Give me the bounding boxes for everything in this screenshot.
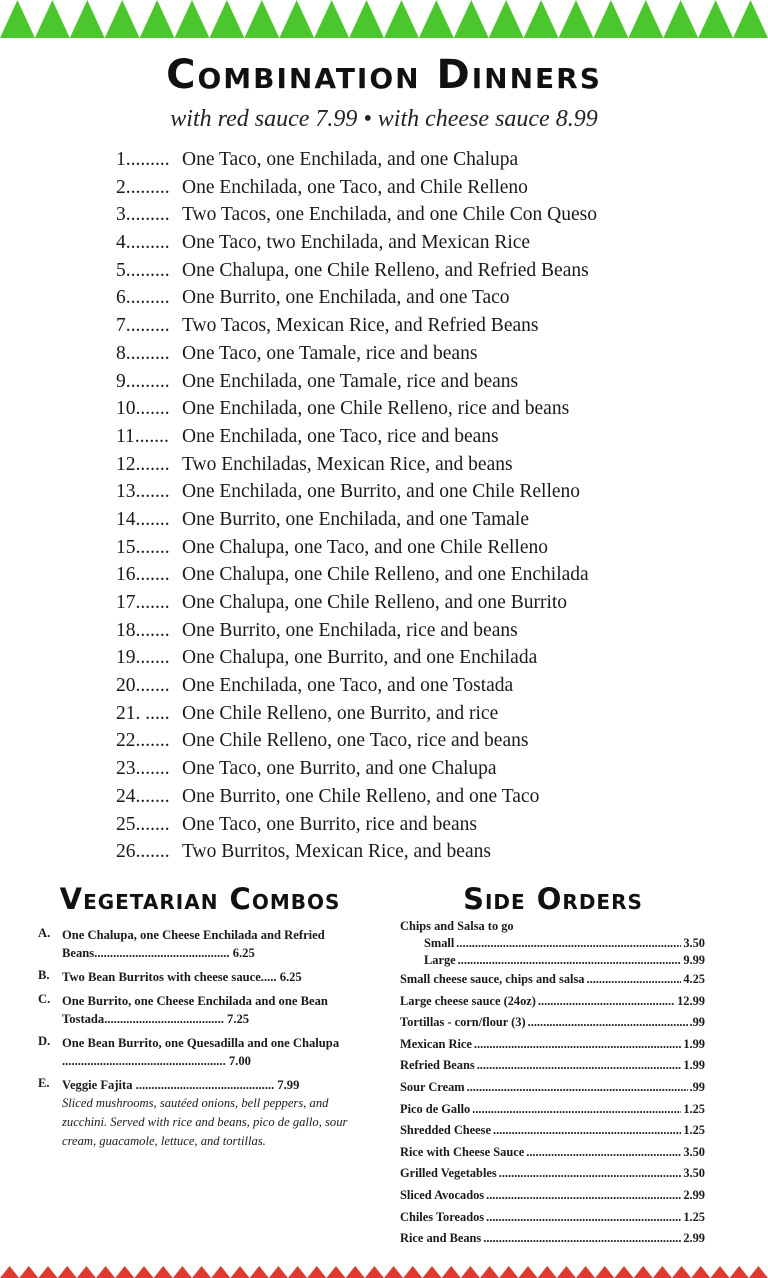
side-order-item [400, 1034, 705, 1056]
combo-item [116, 561, 736, 589]
combo-item [116, 727, 736, 755]
combo-description: One Enchilada, one Taco, rice and beans [182, 425, 499, 447]
vegetarian-item [38, 1034, 348, 1070]
side-order-item [400, 1012, 705, 1034]
dot-leader [477, 1055, 682, 1077]
combo-item [116, 506, 736, 534]
side-order-price: 9.99 [683, 953, 705, 967]
combo-number: 24....... [116, 785, 170, 807]
combo-item [116, 284, 736, 312]
side-order-label: Large cheese sauce (24oz) [400, 993, 536, 1008]
side-order-label: Mexican Rice [400, 1036, 472, 1051]
side-order-price: 1.25 [683, 1209, 705, 1224]
combo-number: 7......... [116, 315, 170, 337]
item-name-price: Two Bean Burritos with cheese sauce..... 6.25 [62, 970, 302, 984]
side-order-label: Shredded Cheese [400, 1123, 491, 1138]
combo-description: Two Enchiladas, Mexican Rice, and beans [182, 453, 513, 475]
combo-item [116, 838, 736, 866]
side-order-item [400, 1099, 705, 1121]
page-title: Combination Dinners [166, 52, 602, 98]
combo-description: One Chalupa, one Burrito, and one Enchilada [182, 647, 538, 669]
combo-number: 17....... [116, 592, 170, 613]
dot-leader [526, 1142, 681, 1164]
combo-description: One Enchilada, one Burrito, and one Chile Relleno [182, 481, 581, 503]
side-order-item [400, 952, 705, 969]
combo-number: 12....... [116, 453, 170, 475]
side-order-label: Sliced Avocados [400, 1187, 485, 1202]
side-order-label: Rice with Cheese Sauce [400, 1144, 525, 1159]
side-order-label: Small [424, 936, 455, 950]
combo-description: Two Tacos, Mexican Rice, and Refried Beans [182, 315, 539, 337]
vegetarian-item [38, 1076, 348, 1151]
combo-description: One Taco, one Enchilada, and one Chalupa [182, 149, 519, 170]
combo-item [116, 478, 736, 506]
combo-description: One Burrito, one Enchilada, and one Tamale [182, 508, 529, 530]
side-order-price: 4.25 [683, 972, 705, 986]
side-order-price: .99 [689, 1079, 705, 1094]
side-order-price: .99 [689, 1015, 705, 1030]
combo-description: One Burrito, one Enchilada, and one Taco [182, 287, 510, 309]
combo-number: 3......... [116, 204, 170, 226]
combo-item [116, 700, 736, 728]
combo-description: One Chalupa, one Chile Relleno, and Refried Beans [182, 259, 589, 281]
vegetarian-item [38, 968, 348, 986]
combo-number: 9......... [116, 370, 170, 392]
item-letter: A. [38, 926, 51, 940]
dot-leader [499, 1163, 682, 1185]
dot-leader [483, 1228, 681, 1250]
side-order-label: Sour Cream [400, 1079, 465, 1094]
dot-leader [486, 1185, 681, 1207]
combo-description: One Taco, one Tamale, rice and beans [182, 342, 478, 364]
combo-number: 16....... [116, 564, 170, 586]
combo-item [116, 811, 736, 839]
combo-item [116, 589, 736, 617]
combo-number: 19....... [116, 647, 170, 669]
combo-item [116, 451, 736, 479]
side-orders-list [400, 918, 705, 1250]
combo-item [116, 312, 736, 340]
side-order-label: Tortillas - corn/flour (3) [400, 1015, 526, 1030]
combo-number: 18....... [116, 619, 170, 641]
side-order-item [400, 1077, 705, 1099]
combo-description: One Chalupa, one Chile Relleno, and one Burrito [182, 592, 568, 613]
combo-number: 4......... [116, 232, 170, 254]
side-order-item [400, 1120, 705, 1142]
combo-item [116, 672, 736, 700]
dot-leader [587, 969, 682, 991]
item-letter: E. [38, 1076, 50, 1090]
item-name-price: Veggie Fajita ............................................ 7.99 [62, 1078, 300, 1092]
side-order-item [400, 935, 705, 952]
vegetarian-heading: Vegetarian Combos [59, 882, 341, 916]
combo-item [116, 257, 736, 285]
combo-description: One Burrito, one Enchilada, rice and beans [182, 619, 518, 641]
combo-description: One Taco, one Burrito, rice and beans [182, 813, 478, 835]
item-name-price: One Bean Burrito, one Quesadilla and one Chalupa .................................................... 7.00 [62, 1036, 340, 1068]
side-order-item [400, 969, 705, 991]
dot-leader [538, 991, 675, 1013]
dot-leader [493, 1120, 681, 1142]
item-description: Sliced mushrooms, sautéed onions, bell peppers, and zucchini. Served with rice and beans, pico de gallo, sour cream, guacamole, lettuce, and tortillas. [62, 1096, 348, 1148]
combo-number: 20....... [116, 675, 170, 697]
side-order-item [400, 1055, 705, 1077]
zigzag-border-bottom [0, 1266, 768, 1278]
dot-leader [486, 1207, 681, 1229]
combo-description: One Chalupa, one Chile Relleno, and one Enchilada [182, 564, 589, 586]
side-order-label: Large [424, 953, 456, 967]
combo-description: One Enchilada, one Tamale, rice and beans [182, 370, 519, 392]
side-order-price: 1.25 [683, 1123, 705, 1138]
combo-description: One Taco, one Burrito, and one Chalupa [182, 758, 497, 780]
side-order-price: 2.99 [683, 1231, 705, 1246]
side-order-price: 1.25 [683, 1101, 705, 1116]
side-order-price: 12.99 [677, 993, 705, 1008]
dot-leader [472, 1099, 681, 1121]
combo-description: Two Tacos, one Enchilada, and one Chile Con Queso [182, 204, 597, 226]
side-order-label: Chiles Toreados [400, 1209, 485, 1224]
side-order-item [400, 1163, 705, 1185]
side-order-label: Grilled Vegetables [400, 1166, 497, 1181]
item-letter: B. [38, 968, 50, 982]
side-order-item [400, 1185, 705, 1207]
combo-number: 14....... [116, 508, 170, 530]
side-order-label: Small cheese sauce, chips and salsa [400, 972, 585, 986]
side-order-price: 3.50 [683, 1166, 705, 1181]
combo-item [116, 783, 736, 811]
combo-number: 8......... [116, 342, 170, 364]
price-subtitle: with red sauce 7.99 • with cheese sauce 8.99 [170, 106, 598, 132]
item-name-price: One Chalupa, one Cheese Enchilada and Refried Beans........................................... 6.25 [62, 928, 325, 960]
dot-leader [528, 1012, 688, 1034]
combo-item [116, 340, 736, 368]
vegetarian-list [38, 926, 348, 1157]
side-order-item [400, 1228, 705, 1250]
zigzag-border-top [0, 0, 768, 38]
dot-leader [456, 935, 681, 952]
combo-number: 21. ..... [116, 702, 170, 724]
combo-item [116, 368, 736, 396]
combo-number: 6......... [116, 287, 170, 309]
combo-description: One Enchilada, one Chile Relleno, rice and beans [182, 398, 570, 420]
combo-number: 1......... [116, 149, 170, 170]
combo-description: One Enchilada, one Taco, and Chile Relleno [182, 176, 528, 198]
side-order-item [400, 991, 705, 1013]
combo-number: 22....... [116, 730, 170, 752]
combo-item [116, 395, 736, 423]
dot-leader [467, 1077, 688, 1099]
combo-item [116, 755, 736, 783]
side-order-item [400, 1207, 705, 1229]
side-order-label: Rice and Beans [400, 1231, 482, 1246]
combo-description: Two Burritos, Mexican Rice, and beans [182, 841, 491, 863]
combo-description: One Chalupa, one Taco, and one Chile Relleno [182, 536, 548, 558]
combo-number: 5......... [116, 259, 170, 281]
side-order-price: 1.99 [683, 1058, 705, 1073]
side-order-price: 3.50 [683, 936, 705, 950]
combo-number: 13....... [116, 481, 170, 503]
combo-description: One Chile Relleno, one Burrito, and rice [182, 702, 499, 724]
combo-number: 15....... [116, 536, 170, 558]
combo-item [116, 534, 736, 562]
combo-number: 26....... [116, 841, 170, 863]
combo-description: One Taco, two Enchilada, and Mexican Rice [182, 232, 531, 254]
side-order-item [400, 918, 705, 935]
item-letter: C. [38, 992, 51, 1006]
side-order-price: 3.50 [683, 1144, 705, 1159]
vegetarian-item [38, 926, 348, 962]
combo-description: One Burrito, one Chile Relleno, and one Taco [182, 785, 540, 807]
combo-description: One Enchilada, one Taco, and one Tostada [182, 675, 514, 697]
combo-item [116, 644, 736, 672]
combo-number: 25....... [116, 813, 170, 835]
combo-number: 10....... [116, 398, 170, 420]
dot-leader [474, 1034, 681, 1056]
combo-description: One Chile Relleno, one Taco, rice and beans [182, 730, 529, 752]
combo-number: 2......... [116, 176, 170, 198]
side-order-item [400, 1142, 705, 1164]
combo-item [116, 174, 736, 202]
side-orders-heading: Side Orders [463, 882, 643, 916]
combination-list [116, 146, 736, 866]
combo-number: 11....... [116, 425, 169, 447]
combo-item [116, 146, 736, 174]
combo-item [116, 617, 736, 645]
side-order-label: Chips and Salsa to go [400, 919, 514, 933]
combo-item [116, 423, 736, 451]
side-order-label: Refried Beans [400, 1058, 475, 1073]
side-order-price: 2.99 [683, 1187, 705, 1202]
side-order-label: Pico de Gallo [400, 1101, 471, 1116]
combo-item [116, 229, 736, 257]
dot-leader [458, 952, 682, 969]
vegetarian-item [38, 992, 348, 1028]
item-letter: D. [38, 1034, 51, 1048]
side-order-price: 1.99 [683, 1036, 705, 1051]
combo-item [116, 201, 736, 229]
item-name-price: One Burrito, one Cheese Enchilada and one Bean Tostada...................................... 7.25 [62, 994, 328, 1026]
combo-number: 23....... [116, 758, 170, 780]
